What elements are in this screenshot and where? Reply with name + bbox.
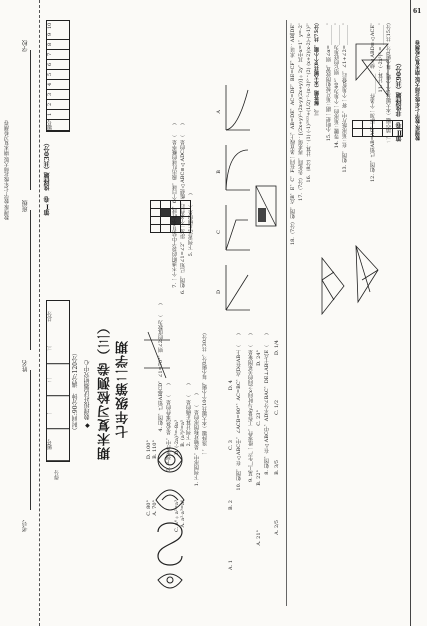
q4-option-a: A. 70° [152,500,158,516]
grade-title: 七年级第二学期 [116,340,131,438]
q15-figure [352,40,392,100]
score-header-2: 一 [47,397,69,429]
q2-option-a: A. a²·a³=a⁶ [180,500,186,528]
section1-intro: 一、选择题（本大题共10个小题，每小题3分，共30分） [202,330,208,456]
question-16: 16.（8分）计算：(1) (-1)²⁰²³+(1/2)⁻²-(π-3)⁰；(2) (x+2)(x-2)-(x-1)²。 [306,20,312,183]
q7-option-d: D. 1/4 [274,340,280,356]
answer-num-6: 6 [47,60,69,70]
q7-option-a: A. 2/5 [274,520,280,535]
answer-num-10: 10 [47,22,53,29]
q9-graph-c [226,205,250,250]
field-class[interactable]: 班级 [22,200,29,212]
q9-graph-b [226,145,250,190]
score-row-label: 得分 [54,470,60,480]
paper-title: 期末复习检测卷（三） [98,320,113,460]
header-strip-left: 数理报·数学·七年级北师大版·期末复习检测卷 [4,120,10,220]
section2-heading: 第Ⅱ卷 非选择题（共90分） [396,60,403,142]
section3-intro: 三、解答题（本大题共8个小题，共75分） [314,20,320,116]
score-header-5: 总分 [47,311,53,322]
question-18: 18.（7分）如图，点B，E，C，F在同一条直线上，AB=DE，AC=DF，BE=CF，求证：AB∥DE。 [290,20,296,246]
q9-option-d: D [216,290,222,295]
q7-option-b: B. 3/5 [274,460,280,475]
answer-num-1: 1 [47,110,69,120]
score-table [46,300,70,462]
right-header-strip [410,0,427,626]
question-15: 15. 小明把一副三角尺按如图放置，则∠α=________。 [326,20,332,142]
q8-option-b: B. 22° [256,470,262,486]
answer-num-5: 5 [47,70,69,80]
question-17: 17.（7分）先化简，再求值：[(2x+y)²-(2x-y)(2x+y)]÷2y，其中x=1，y=-2。 [298,20,304,201]
q9-option-a: A [216,110,222,114]
q10-option-b: B. 2 [228,500,234,511]
page-number: 61 [413,8,422,15]
q14-table [352,120,403,137]
q2-option-b: B. (a³)²=a⁵ [180,420,186,447]
q4-option-c: C. 80° [146,500,152,516]
score-header-1: 题号 [47,429,69,461]
score-header-4: 三 [47,332,69,364]
subject-note: ◆ 数理报社试题研究中心 [84,360,91,429]
q7-option-c: C. 1/2 [274,400,280,415]
q4-figure [142,330,172,380]
question-10: 10. 如图，在△ABC中，∠ACB=90°，AC=BC，点D在AB上（ ） [236,330,242,491]
q8-option-d: D. 24° [256,350,262,366]
section2-column [288,0,408,626]
q13-figure [318,250,348,320]
section1-continued-column [214,0,284,626]
section1-column [140,0,212,626]
q4-option-d: D. 100° [146,440,152,460]
q1-figure-d [158,574,182,588]
q2-option-c: C. a⁶÷a²=a³ [174,500,180,532]
question-5: 5. 下列说法正确的是（ ） [188,190,194,257]
question-12: 12. 如图，已知AB=AC，添加一个条件________，使△ABD≌△ACE。 [370,20,376,183]
q8-option-c: C. 23° [256,410,262,426]
answer-grid[interactable] [46,20,70,132]
answer-num-3: 3 [47,90,69,100]
answer-num-8: 8 [47,40,69,50]
question-2: 2. 下列计算正确的是（ ） [186,380,192,447]
answer-num-2: 2 [47,100,69,110]
question-13: 13. 如图，在三角形纸片中，将一个角折叠后，∠1+∠2=________。 [342,20,348,173]
q9-option-c: C [216,230,222,234]
question-9: 9. 某工厂生产一批零件，工作量y与时间x之间的关系图象是（ ） [248,330,254,483]
question-7: 7. 一个不透明的袋子中装有4个红球，6个白球，摸出红球的概率是（ ） [172,120,178,288]
q10-option-a: A. 1 [228,560,234,570]
field-school[interactable]: 学校 [22,40,29,52]
section2-intro: 二、填空题（本大题共5个小题，每小题3分，共15分） [386,20,392,143]
q9-graph-a [226,85,250,130]
q2-option-d: D. (-2a)³=-8a³ [174,420,180,455]
question-3: 3. 下列事件中，是必然事件的是（ ） [166,380,172,472]
question-4: 4. 如图，已知AB∥CD，∠1=70°，则∠2的度数为（ ） [158,300,164,432]
section1-heading: 第Ⅰ卷 选择题（共30分） [44,140,51,216]
title-column [42,0,138,626]
q12-figure [352,240,382,310]
q9-option-b: B [216,170,222,174]
q10-option-d: D. 4 [228,380,234,391]
question-1: 1. 下列图形中，是轴对称图形的是（ ） [194,390,200,487]
binding-strip [0,0,40,626]
answer-num-7: 7 [47,50,69,60]
q9-graphs [222,80,252,320]
q9-graph-d [226,265,250,310]
answer-num-9: 9 [47,30,69,40]
field-name[interactable]: 姓名 [22,360,29,372]
header-strip-right: 数理报·数学·七年级北师大版·期末复习检测卷 [415,40,421,141]
answer-num-4: 4 [47,80,69,90]
answer-row-label: 题号 [47,120,69,131]
question-14: 14. 等腰三角形的一个角为40°，则它的底角为________。 [334,20,340,149]
score-header-3: 二 [47,364,69,396]
question-11: 11. 计算：(-2x²)³ = ________。 [378,20,384,93]
q8-option-a: A. 21° [256,530,262,546]
q10-figure [252,180,280,240]
q10-option-c: C. 3 [228,440,234,451]
question-6: 6. 如图，已知∠1=∠2，添加一个条件后，能使△ABC≌△ADC的是（ ） [180,120,186,295]
question-8: 8. 如图，在△ABC中，AD平分∠BAC，DE⊥AB于点E（ ） [264,330,270,475]
time-note: （时间:90分钟 满分:120分） [72,350,79,434]
field-id[interactable]: 考号 [22,520,29,532]
q4-option-b: B. 110° [152,440,158,459]
